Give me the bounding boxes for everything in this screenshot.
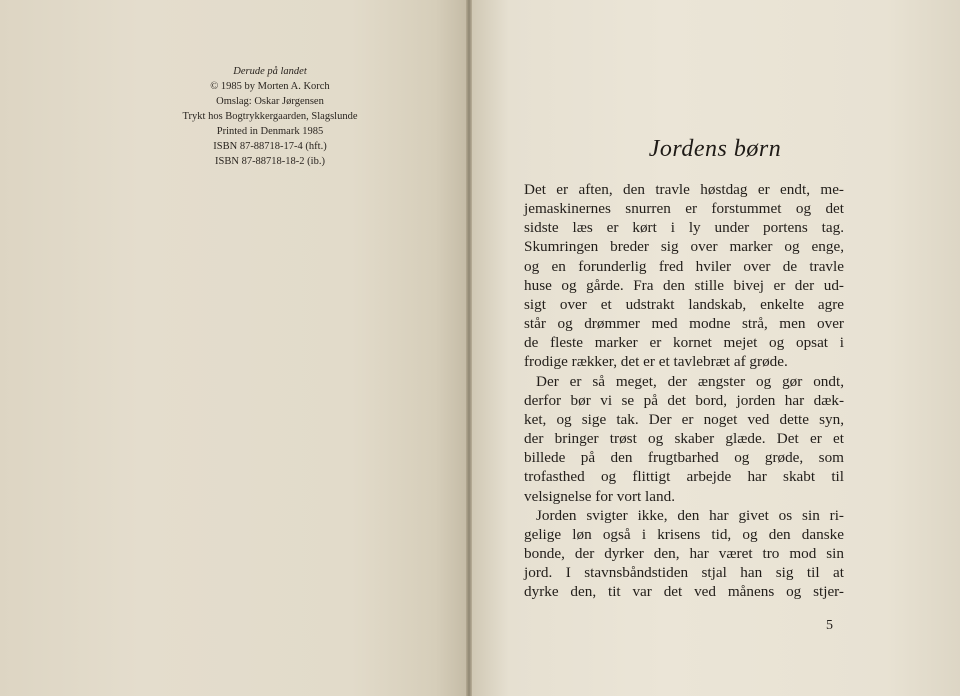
text-line: sigt over et udstrakt landskab, enkelte agre (524, 295, 844, 313)
text-line: de fleste marker er kornet mejet og opsat i (524, 334, 844, 352)
text-line: sidste læs er kørt i ly under portens tag. (524, 219, 844, 237)
text-line: huse og gårde. Fra den stille bivej er der ud- (524, 276, 844, 294)
text-line: velsignelse for vort land. (524, 487, 675, 505)
chapter-body-text (524, 180, 844, 601)
text-line: derfor bør vi se på det bord, jorden har dæk- (524, 391, 844, 409)
text-line: ket, og sige tak. Der er noget ved dette syn, (524, 410, 844, 428)
chapter-title: Jordens børn (648, 136, 782, 162)
text-line: Der er så meget, der ængster og gør ondt, (536, 372, 844, 390)
text-line: jord. I stavnsbåndstiden stjal han sig til at (524, 564, 844, 582)
imprint-printer: Trykt hos Bogtrykkergaarden, Slagslunde (182, 111, 358, 122)
text-line: trofasthed og flittigt arbejde har skabt til (524, 468, 844, 486)
imprint-printed-in: Printed in Denmark 1985 (216, 126, 324, 137)
copyright-imprint (140, 64, 400, 169)
imprint-book-title: Derude på landet (233, 66, 307, 77)
text-line: Skumringen breder sig over marker og enge, (524, 238, 844, 256)
book-gutter (466, 0, 472, 696)
imprint-copyright: © 1985 by Morten A. Korch (210, 81, 330, 92)
imprint-isbn-paperback: ISBN 87-88718-17-4 (hft.) (213, 141, 327, 152)
text-line: dyrke den, tit var det ved månens og stjer- (524, 583, 844, 601)
imprint-cover-credit: Omslag: Oskar Jørgensen (216, 96, 324, 107)
text-line: og en forunderlig fred hviler over de travle (524, 257, 844, 275)
text-line: Det er aften, den travle høstdag er endt, me- (524, 181, 844, 198)
text-line: gelige løn også i krisens tid, og den danske (524, 525, 844, 543)
text-line: jemaskinernes snurren er forstummet og det (524, 200, 844, 218)
text-line: Jorden svigter ikke, den har givet os sin ri- (536, 506, 844, 524)
text-line: der bringer trøst og skaber glæde. Det er et (524, 430, 844, 448)
imprint-isbn-hardback: ISBN 87-88718-18-2 (ib.) (215, 156, 325, 167)
text-line: billede på den frugtbarhed og grøde, som (524, 449, 844, 467)
page-number: 5 (826, 618, 833, 633)
text-line: frodige rækker, det er et tavlebræt af grøde. (524, 353, 788, 371)
text-line: står og drømmer med modne strå, men over (524, 315, 844, 333)
text-line: bonde, der dyrker den, har været tro mod sin (524, 544, 844, 562)
